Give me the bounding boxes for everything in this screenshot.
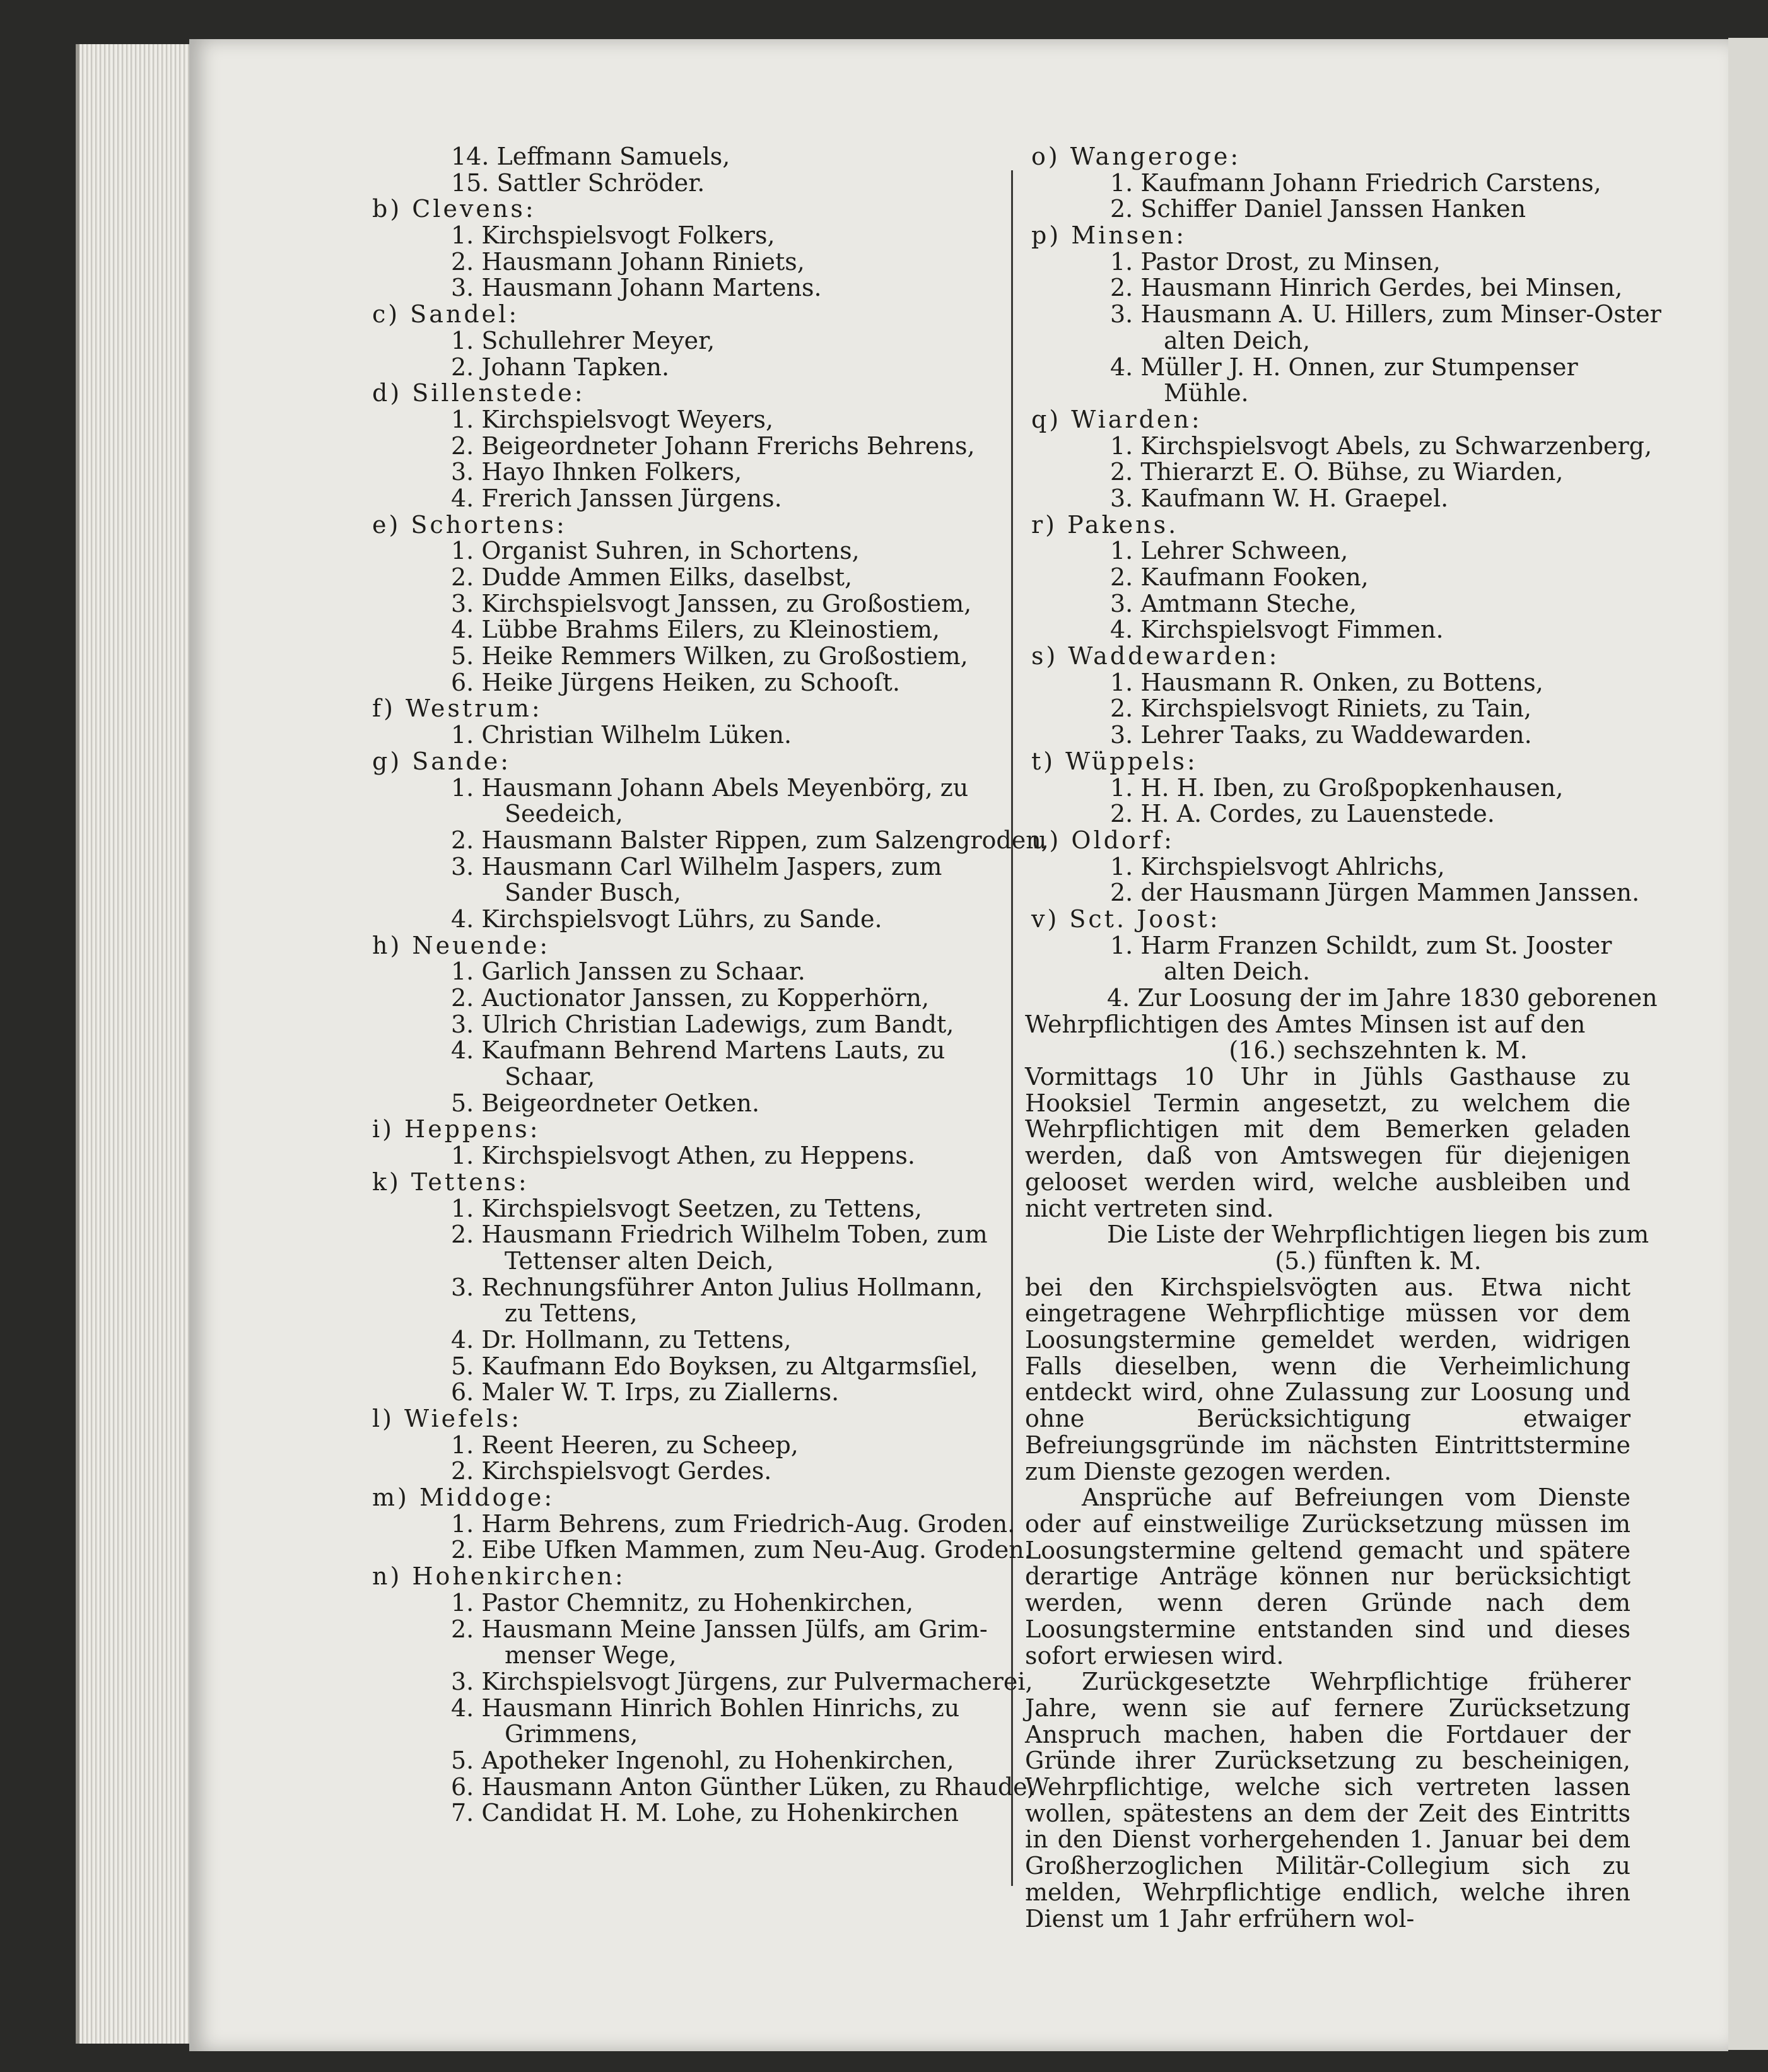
list-item: 3. Amtmann Steche, bbox=[1110, 589, 1357, 618]
list-item: 1. Kirchspielsvogt Seetzen, zu Tettens, bbox=[451, 1194, 922, 1222]
list-item: 2. Hausmann Johann Riniets, bbox=[451, 247, 805, 276]
list-item: 2. H. A. Cordes, zu Lauenstede. bbox=[1110, 800, 1495, 828]
list-item-continuation: Mühle. bbox=[1164, 379, 1249, 407]
liste-body: bei den Kirchspielsvögten aus. Etwa nicht eingetragene Wehrpflichtige müssen vor dem Loosungstermine gemeldet werden, widrigen Falls dieselben, wenn die Verheimlichung entdeckt wird, ohne Zulassung zur Loosung und ohne Berücksichtigung etwaiger Befreiungsgründe im nächsten Eintrittstermine zum Dienste gezogen werden. bbox=[1025, 1273, 1630, 1485]
list-item: 2. Kirchspielsvogt Gerdes. bbox=[451, 1457, 772, 1485]
list-item-continuation: Sander Busch, bbox=[505, 879, 681, 907]
district-heading: q) Wiarden: bbox=[1031, 405, 1202, 433]
list-item: 3. Lehrer Taaks, zu Waddewarden. bbox=[1110, 721, 1532, 749]
list-item: 1. Pastor Drost, zu Minsen, bbox=[1110, 247, 1441, 276]
liste-intro: Die Liste der Wehrpflichtigen liegen bis zum bbox=[1107, 1220, 1649, 1249]
list-item: 5. Heike Remmers Wilken, zu Großostiem, bbox=[451, 642, 968, 670]
list-item: 2. Kirchspielsvogt Riniets, zu Tain, bbox=[1110, 694, 1532, 723]
list-item: 2. Auctionator Janssen, zu Kopperhörn, bbox=[451, 984, 930, 1012]
zurueckgesetzte-paragraph: Zurückgesetzte Wehrpflichtige früherer Jahre, wenn sie auf fernere Zurücksetzung Anspruch machen, haben die Fortdauer der Gründe ihrer Zurücksetzung zu bescheinigen, Wehrpflichtige, welche sich vertreten lassen wollen, spätestens an dem der Zeit des Eintritts in den Dienst vorhergehenden 1. Januar bei dem Großherzoglichen Militär-Collegium sich zu melden, Wehrpflichtige endlich, welche ihren Dienst um 1 Jahr erfrühern wol- bbox=[1025, 1668, 1630, 1933]
list-item: 1. Kaufmann Johann Friedrich Carstens, bbox=[1110, 168, 1601, 197]
paragraph-4-body: Vormittags 10 Uhr in Jühls Gasthause zu Hooksiel Termin angesetzt, zu welchem die Wehrpflichtigen mit dem Bemerken geladen werden, daß von Amtswegen für diejenigen gelooset werden wird, welche ausbleiben und nicht vertreten sind. bbox=[1025, 1063, 1630, 1222]
list-item: 4. Kirchspielsvogt Lührs, zu Sande. bbox=[451, 904, 882, 933]
list-item: 2. Beigeordneter Johann Frerichs Behrens, bbox=[451, 431, 975, 460]
list-item: 15. Sattler Schröder. bbox=[451, 168, 705, 197]
district-heading: r) Pakens. bbox=[1031, 510, 1179, 539]
list-item: 4. Frerich Janssen Jürgens. bbox=[451, 484, 782, 512]
list-item: 1. Kirchspielsvogt Ahlrichs, bbox=[1110, 852, 1445, 881]
list-item-continuation: menser Wege, bbox=[505, 1641, 677, 1670]
list-item: 1. Garlich Janssen zu Schaar. bbox=[451, 957, 805, 986]
district-heading: c) Sandel: bbox=[372, 300, 520, 329]
right-list bbox=[1025, 143, 1661, 986]
list-item: 1. Christian Wilhelm Lüken. bbox=[451, 721, 792, 749]
list-item: 1. Organist Suhren, in Schortens, bbox=[451, 537, 860, 565]
list-item: 2. Johann Tapken. bbox=[451, 353, 670, 381]
list-item: 3. Ulrich Christian Ladewigs, zum Bandt, bbox=[451, 1010, 954, 1038]
district-heading: t) Wüppels: bbox=[1031, 747, 1198, 775]
list-item: 3. Hausmann A. U. Hillers, zum Minser-Oster bbox=[1110, 300, 1661, 329]
list-item: 5. Apotheker Ingenohl, zu Hohenkirchen, bbox=[451, 1746, 954, 1774]
list-item: 3. Kirchspielsvogt Jürgens, zur Pulvermacherei, bbox=[451, 1667, 1033, 1695]
loosung-date: (16.) sechszehnten k. M. bbox=[1229, 1036, 1528, 1065]
list-item: 3. Rechnungsführer Anton Julius Hollmann, bbox=[451, 1273, 983, 1301]
ansprueche-paragraph: Ansprüche auf Befreiungen vom Dienste oder auf einstweilige Zurücksetzung müssen im Loosungstermine geltend gemacht und spätere derartige Anträge können nur berücksichtigt werden, wenn deren Gründe nach dem Loosungstermine entstanden sind und dieses sofort erwiesen wird. bbox=[1025, 1484, 1630, 1670]
list-item: 3. Hayo Ihnken Folkers, bbox=[451, 458, 742, 486]
district-heading: u) Oldorf: bbox=[1031, 826, 1174, 854]
district-heading: l) Wiefels: bbox=[372, 1405, 522, 1432]
list-item: 2. Kaufmann Fooken, bbox=[1110, 563, 1369, 591]
list-item: 1. Kirchspielsvogt Folkers, bbox=[451, 221, 775, 250]
list-item: 7. Candidat H. M. Lohe, zu Hohenkirchen bbox=[451, 1799, 959, 1827]
list-item: 6. Maler W. T. Irps, zu Ziallerns. bbox=[451, 1378, 840, 1407]
list-item: 2. Hausmann Hinrich Gerdes, bei Minsen, bbox=[1110, 274, 1623, 302]
list-item: 4. Kaufmann Behrend Martens Lauts, zu bbox=[451, 1036, 945, 1065]
list-item: 4. Kirchspielsvogt Fimmen. bbox=[1110, 616, 1444, 644]
district-heading: v) Sct. Joost: bbox=[1031, 904, 1221, 933]
list-item: 2. Eibe Ufken Mammen, zum Neu-Aug. Groden. bbox=[451, 1536, 1032, 1564]
list-item: 3. Hausmann Carl Wilhelm Jaspers, zum bbox=[451, 852, 942, 881]
list-item: 2. Hausmann Balster Rippen, zum Salzengroden, bbox=[451, 826, 1049, 854]
list-item: 1. Kirchspielsvogt Weyers, bbox=[451, 405, 774, 433]
book-page-edges bbox=[76, 44, 206, 2044]
list-item: 3. Kirchspielsvogt Janssen, zu Großostiem, bbox=[451, 589, 972, 618]
list-item: 1. Lehrer Schween, bbox=[1110, 537, 1349, 565]
list-item: 2. Thierarzt E. O. Bühse, zu Wiarden, bbox=[1110, 458, 1564, 486]
list-item: 1. Schullehrer Meyer, bbox=[451, 326, 715, 354]
list-item: 14. Leffmann Samuels, bbox=[451, 143, 730, 170]
list-item: 1. Harm Franzen Schildt, zum St. Jooster bbox=[1110, 931, 1612, 959]
list-item: 3. Hausmann Johann Martens. bbox=[451, 274, 822, 302]
liste-date: (5.) fünften k. M. bbox=[1275, 1246, 1482, 1275]
district-heading: p) Minsen: bbox=[1031, 221, 1187, 250]
district-heading: h) Neuende: bbox=[372, 931, 551, 959]
list-item: 1. Hausmann R. Onken, zu Bottens, bbox=[1110, 668, 1543, 696]
list-item: 1. Hausmann Johann Abels Meyenbörg, zu bbox=[451, 773, 969, 802]
list-item-continuation: Tettenser alten Deich, bbox=[505, 1246, 774, 1275]
district-heading: s) Waddewarden: bbox=[1031, 642, 1280, 670]
list-item: 1. Harm Behrens, zum Friedrich-Aug. Groden. bbox=[451, 1509, 1016, 1538]
list-item: 6. Hausmann Anton Günther Lüken, zu Rhaude, bbox=[451, 1772, 1035, 1801]
district-heading: g) Sande: bbox=[372, 747, 512, 775]
list-item: 2. Dudde Ammen Eilks, daselbst, bbox=[451, 563, 853, 591]
list-item: 6. Heike Jürgens Heiken, zu Schooſt. bbox=[451, 668, 900, 696]
left-column bbox=[366, 143, 1049, 1827]
district-heading: m) Middoge: bbox=[372, 1484, 555, 1512]
list-item-continuation: Seedeich, bbox=[505, 800, 623, 828]
list-item: 3. Kaufmann W. H. Graepel. bbox=[1110, 484, 1449, 512]
list-item-continuation: alten Deich, bbox=[1164, 326, 1311, 354]
district-heading: o) Wangeroge: bbox=[1031, 143, 1241, 170]
list-item: 2. Schiffer Daniel Janssen Hanken bbox=[1110, 195, 1526, 223]
district-heading: n) Hohenkirchen: bbox=[372, 1562, 626, 1591]
list-item-continuation: alten Deich. bbox=[1164, 957, 1311, 986]
list-item: 4. Lübbe Brahms Eilers, zu Kleinostiem, bbox=[451, 616, 940, 644]
district-heading: i) Heppens: bbox=[372, 1115, 541, 1144]
district-heading: f) Westrum: bbox=[372, 694, 542, 723]
paragraph-4-line2: Wehrpflichtigen des Amtes Minsen ist auf den bbox=[1025, 1010, 1586, 1038]
list-item: 4. Hausmann Hinrich Bohlen Hinrichs, zu bbox=[451, 1694, 960, 1722]
list-item: 5. Beigeordneter Oetken. bbox=[451, 1089, 760, 1117]
district-heading: d) Sillenstede: bbox=[372, 379, 585, 407]
district-heading: k) Tettens: bbox=[372, 1168, 529, 1196]
district-heading: e) Schortens: bbox=[372, 510, 567, 539]
list-item: 1. Kirchspielsvogt Abels, zu Schwarzenberg, bbox=[1110, 431, 1653, 460]
list-item-continuation: Schaar, bbox=[505, 1063, 595, 1091]
district-heading: b) Clevens: bbox=[372, 195, 536, 223]
list-item: 5. Kaufmann Edo Boyksen, zu Altgarmsſiel, bbox=[451, 1352, 978, 1380]
list-item: 1. Reent Heeren, zu Scheep, bbox=[451, 1431, 799, 1459]
list-item: 1. Pastor Chemnitz, zu Hohenkirchen, bbox=[451, 1588, 914, 1617]
list-item-continuation: zu Tettens, bbox=[505, 1299, 638, 1328]
list-item: 2. Hausmann Meine Janssen Jülfs, am Grim- bbox=[451, 1615, 988, 1643]
column-divider bbox=[1011, 170, 1013, 1886]
list-item: 4. Dr. Hollmann, zu Tettens, bbox=[451, 1325, 792, 1354]
list-item: 1. Kirchspielsvogt Athen, zu Heppens. bbox=[451, 1142, 915, 1170]
adjacent-page-edge bbox=[1728, 38, 1768, 2050]
paragraph-4-line1: 4. Zur Loosung der im Jahre 1830 geborenen bbox=[1107, 984, 1658, 1012]
list-item: 1. H. H. Iben, zu Großpopkenhausen, bbox=[1110, 773, 1564, 802]
list-item: 2. Hausmann Friedrich Wilhelm Toben, zum bbox=[451, 1220, 988, 1249]
list-item: 4. Müller J. H. Onnen, zur Stumpenser bbox=[1110, 353, 1578, 381]
list-item-continuation: Grimmens, bbox=[505, 1720, 638, 1748]
list-item: 2. der Hausmann Jürgen Mammen Janssen. bbox=[1110, 879, 1640, 907]
right-column bbox=[1025, 143, 1661, 1933]
